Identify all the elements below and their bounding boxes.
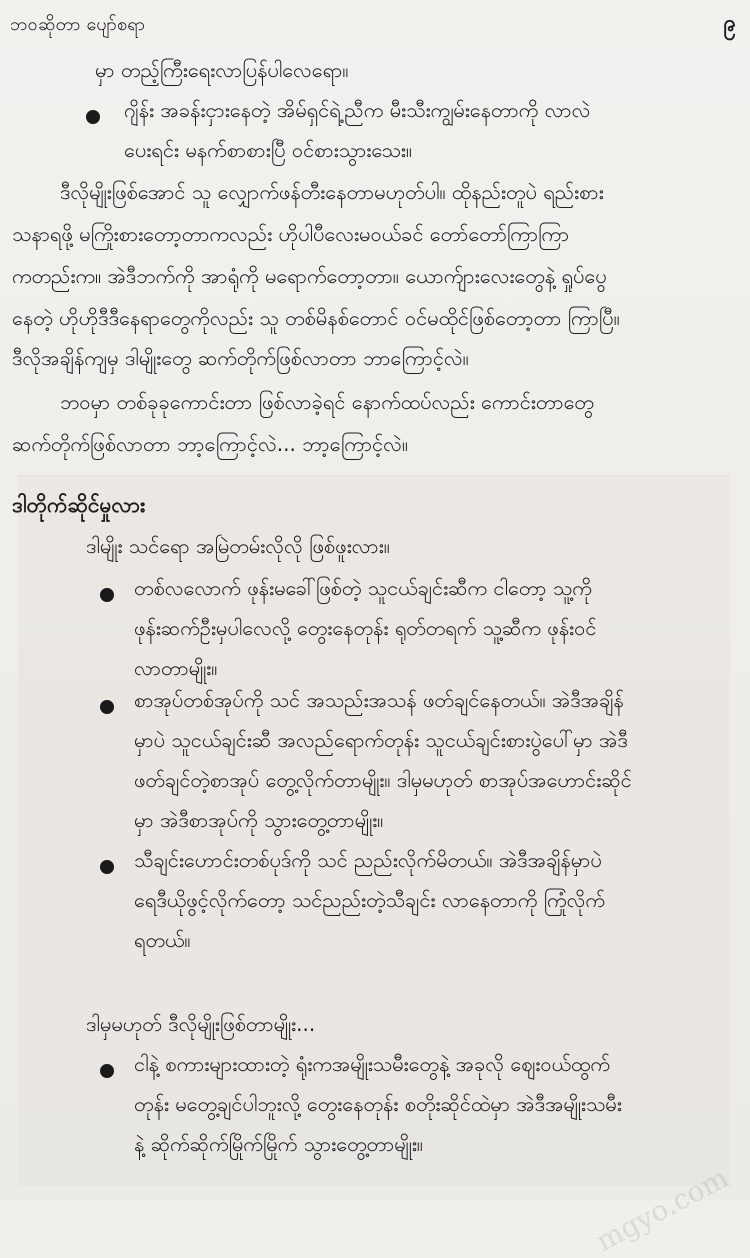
paragraph-line: ဆက်တိုက်ဖြစ်လာတာ ဘာ့ကြောင့်လဲ... ဘာ့ကြောင့်လဲ။: [12, 432, 408, 456]
bullet-text-line: တစ်လလောက် ဖုန်းမခေါ်ဖြစ်တဲ့ သူငယ်ချင်းဆီက ငါတော့ သူ့ကို: [134, 576, 592, 600]
paragraph-line: သနာရဖို့ မကြိုးစားတော့တာကလည်း ဟိုပါပီလေးမဝယ်ခင် တော်တော်ကြာကြာ: [12, 222, 570, 246]
bullet-text-line: ငါနဲ့ စကားများထားတဲ့ ရုံးကအမျိုးသမီးတွေနဲ့ အခုလို ဈေးဝယ်ထွက်: [134, 1052, 610, 1076]
bullet-text-line: တုန်း မတွေ့ချင်ပါဘူးလို့ တွေးနေတုန်း စတိုးဆိုင်ထဲမှာ အဲဒီအမျိုးသမီး: [134, 1092, 622, 1116]
paragraph-line: နေတဲ့ ဟိုဟိုဒီဒီနေရာတွေကိုလည်း သူ တစ်မိနစ်တောင် ဝင်မထိုင်ဖြစ်တော့တာ ကြာပြီ။: [12, 306, 620, 330]
bullet-text-line: နဲ့ ဆိုက်ဆိုက်မြိုက်မြိုက် သွားတွေ့တာမျိုး။: [134, 1132, 423, 1156]
paragraph-line: ကတည်းက။ အဲဒီဘက်ကို အာရုံကို မရောက်တော့တာ။ ယောက်ျားလေးတွေနဲ့ ရှုပ်ပွေ: [12, 264, 607, 288]
bullet-icon: [100, 588, 114, 602]
page-number: ၉: [723, 11, 736, 36]
bullet-icon: [86, 110, 100, 124]
bullet-text-line: ဖတ်ချင်တဲ့စာအုပ် တွေ့လိုက်တာမျိုး။ ဒါမှမဟုတ် စာအုပ်အဟောင်းဆိုင်: [134, 768, 632, 792]
bullet-text-line: ဂျိန်း အခန်းငှားနေတဲ့ အိမ်ရှင်ရဲ့ညီက မီးသီးကျွမ်းနေတာကို လာလဲ: [124, 98, 591, 122]
bullet-icon: [100, 1064, 114, 1078]
bullet-text-line: မှာပဲ သူငယ်ချင်းဆီ အလည်ရောက်တုန်း သူငယ်ချင်းစားပွဲပေါ်မှာ အဲဒီ: [134, 728, 628, 752]
bullet-icon: [100, 700, 114, 714]
watermark: mgyo.com: [590, 1160, 734, 1258]
bullet-text-line: ရေဒီယိုဖွင့်လိုက်တော့ သင်ညည်းတဲ့သီချင်း လာနေတာကို ကြုံလိုက်: [134, 888, 605, 912]
section-intro: ဒါမှမဟုတ် ဒီလိုမျိုးဖြစ်တာမျိုး...: [86, 1012, 316, 1036]
paragraph-line: ဒီလိုမျိုးဖြစ်အောင် သူ လျှောက်ဖန်တီးနေတာမဟုတ်ပါ။ ထိုနည်းတူပဲ ရည်းစား: [60, 180, 604, 204]
section-heading: ဒါတိုက်ဆိုင်မှုလား: [12, 493, 146, 517]
section-intro: ဒါမျိုး သင်ရော အမြဲတမ်းလိုလို ဖြစ်ဖူးလား။: [86, 534, 390, 558]
text-line: မှာ တည့်ကြီးရေးလာပြန်ပါလေရော။: [95, 58, 349, 82]
bullet-text-line: လာတာမျိုး။: [134, 656, 218, 680]
bullet-text-line: သီချင်းဟောင်းတစ်ပုဒ်ကို သင် ညည်းလိုက်မိတယ်။ အဲဒီအချိန်မှာပဲ: [134, 848, 602, 872]
bullet-text-line: မှာ အဲဒီစာအုပ်ကို သွားတွေ့တာမျိုး။: [134, 808, 384, 832]
bullet-text-line: စာအုပ်တစ်အုပ်ကို သင် အသည်းအသန် ဖတ်ချင်နေတယ်။ အဲဒီအချိန်: [134, 688, 624, 712]
bullet-text-line: ပေးရင်း မနက်စာစားပြီ ဝင်စားသွားသေး။: [124, 138, 412, 162]
paragraph-line: ဒီလိုအချိန်ကျမှ ဒါမျိုးတွေ ဆက်တိုက်ဖြစ်လာတာ ဘာကြောင့်လဲ။: [12, 346, 469, 370]
bullet-text-line: ဖုန်းဆက်ဦးမှပါလေလို့ တွေးနေတုန်း ရုတ်တရက် သူ့ဆီက ဖုန်းဝင်: [134, 616, 597, 640]
bullet-text-line: ရတယ်။: [134, 928, 191, 952]
paragraph-line: ဘဝမှာ တစ်ခုခုကောင်းတာ ဖြစ်လာခဲ့ရင် နောက်ထပ်လည်း ကောင်းတာတွေ: [60, 390, 594, 414]
running-title: ဘဝဆိုတာ ပျော်စရာ: [10, 14, 146, 35]
bullet-icon: [100, 860, 114, 874]
